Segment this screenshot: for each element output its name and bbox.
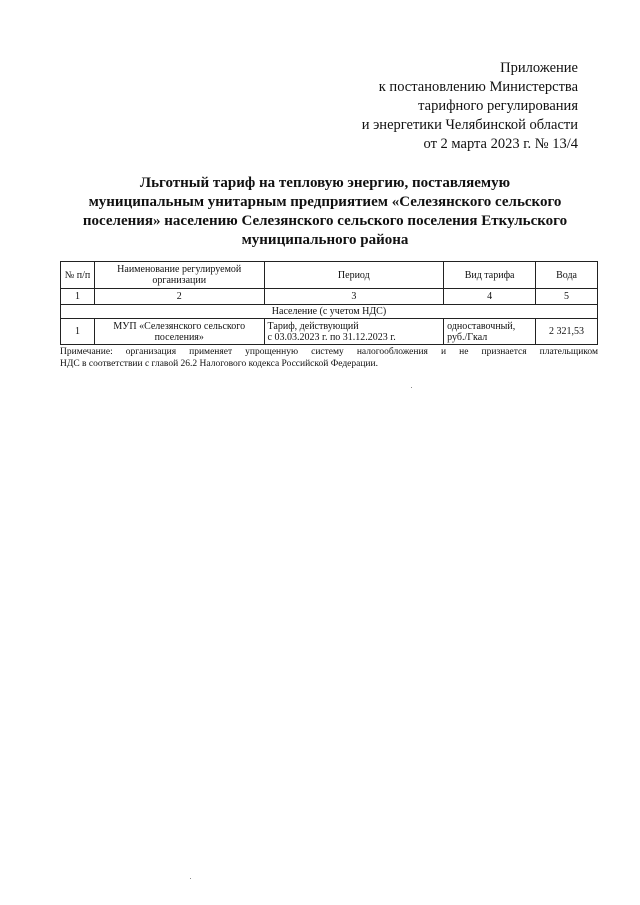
tariff-type-line: руб./Гкал <box>447 331 488 343</box>
appendix-line: к постановлению Министерства <box>378 79 578 95</box>
row-period <box>264 319 444 345</box>
row-organization: МУП «Селезянского сельского поселения» <box>94 319 264 345</box>
column-number: 1 <box>61 289 95 305</box>
column-number-row <box>61 289 598 305</box>
tariff-type-line: одноставочный, <box>447 320 516 332</box>
header-period: Период <box>264 262 444 289</box>
appendix-block <box>318 59 578 154</box>
footnote-line: Примечание: организация применяет упрощенную систему налогообложения и не признается плательщиком <box>60 347 598 357</box>
title-line: муниципального района <box>241 232 409 248</box>
header-organization: Наименование регулируемой организации <box>94 262 264 289</box>
appendix-line: и энергетики Челябинской области <box>361 117 578 133</box>
column-number: 5 <box>536 289 598 305</box>
header-water: Вода <box>536 262 598 289</box>
appendix-line: Приложение <box>500 60 578 76</box>
scan-speck <box>190 878 191 879</box>
title-line: поселения» населению Селезянского сельского поселения Еткульского <box>82 213 568 229</box>
group-row <box>61 305 598 319</box>
period-line: Тариф, действующий <box>267 320 359 332</box>
group-label: Население (с учетом НДС) <box>61 305 598 319</box>
header-tariff-type: Вид тарифа <box>444 262 536 289</box>
footnote <box>60 346 598 370</box>
appendix-line: тарифного регулирования <box>418 98 578 114</box>
row-num: 1 <box>61 319 95 345</box>
row-tariff-type <box>444 319 536 345</box>
row-water-value: 2 321,53 <box>536 319 598 345</box>
scan-speck <box>411 387 412 388</box>
document-title <box>60 174 590 250</box>
footnote-line: НДС в соответствии с главой 26.2 Налогового кодекса Российской Федерации. <box>60 359 378 369</box>
period-line: с 03.03.2023 г. по 31.12.2023 г. <box>267 331 396 343</box>
column-number: 2 <box>94 289 264 305</box>
appendix-line: от 2 марта 2023 г. № 13/4 <box>423 136 578 152</box>
table-header-row <box>61 262 598 289</box>
title-line: муниципальным унитарным предприятием «Селезянского сельского <box>88 194 562 210</box>
column-number: 3 <box>264 289 444 305</box>
header-num: № п/п <box>61 262 95 289</box>
tariff-table <box>60 261 598 345</box>
table-row <box>61 319 598 345</box>
title-line: Льготный тариф на тепловую энергию, поставляемую <box>139 175 511 191</box>
column-number: 4 <box>444 289 536 305</box>
